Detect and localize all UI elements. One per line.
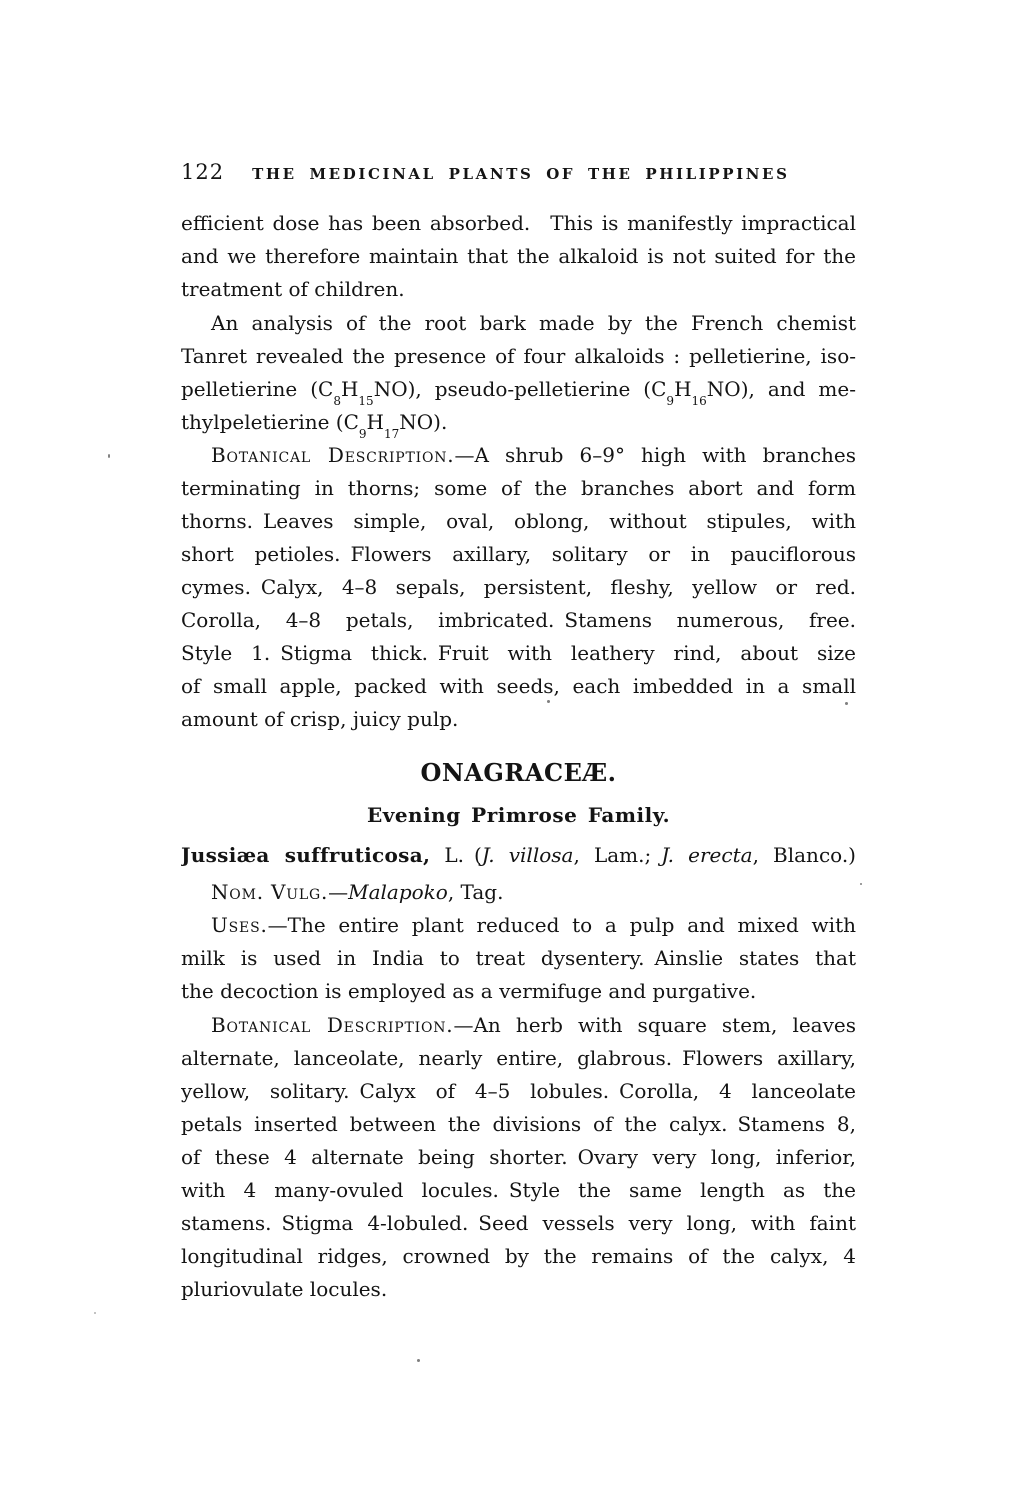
text-segment-plain: thylpeletierine (C — [181, 410, 359, 434]
text-line — [181, 1108, 856, 1141]
text-segment-plain: petals inserted between the divisions of the calyx. Stamens 8, — [181, 1112, 856, 1136]
text-segment-sub: 16 — [691, 394, 707, 406]
text-line — [181, 1240, 856, 1273]
text-segment-sub: 15 — [358, 394, 374, 406]
text-line — [181, 876, 856, 909]
text-line — [181, 637, 856, 670]
text-line — [181, 406, 856, 439]
text-line — [181, 340, 856, 373]
text-line — [181, 373, 856, 406]
text-line — [181, 1075, 856, 1108]
text-segment-plain: pelletierine (C — [181, 377, 334, 401]
family-heading: ONAGRACEÆ. — [420, 758, 617, 787]
text-line — [181, 307, 856, 340]
text-line — [181, 975, 856, 1008]
paragraph-botanical-description-herb — [181, 1009, 856, 1306]
text-line — [181, 703, 856, 736]
text-line — [181, 909, 856, 942]
species-name-line — [181, 839, 856, 872]
text-line — [181, 472, 856, 505]
text-segment-plain: , Lam.; — [573, 843, 662, 867]
text-line — [181, 1042, 856, 1075]
scan-speck — [860, 883, 862, 885]
text-segment-plain: An analysis of the root bark made by the French chemist — [211, 311, 856, 335]
text-segment-italic: Malapoko — [348, 880, 448, 904]
text-segment-plain: efficient dose has been absorbed. This is manifestly impractical — [181, 211, 856, 235]
text-segment-plain: of these 4 alternate being shorter. Ovary very long, inferior, — [181, 1145, 856, 1169]
text-segment-plain: H — [366, 410, 384, 434]
running-header — [181, 160, 856, 184]
paragraph-uses — [181, 909, 856, 1008]
text-line — [181, 604, 856, 637]
text-segment-plain: NO), and me- — [706, 377, 856, 401]
text-line — [181, 538, 856, 571]
family-subheading: Evening Primrose Family. — [366, 803, 671, 827]
text-segment-sub: 17 — [383, 427, 400, 439]
text-segment-plain: milk is used in India to treat dysentery. Ainslie states that — [181, 946, 856, 970]
text-segment-plain: longitudinal ridges, crowned by the remains of the calyx, 4 — [181, 1244, 856, 1268]
text-segment-plain: with 4 many-ovuled locules. Style the same length as the — [181, 1178, 856, 1202]
text-segment-plain: Corolla, 4–8 petals, imbricated. Stamens numerous, free. — [181, 608, 856, 632]
running-title: THE MEDICINAL PLANTS OF THE PHILIPPINES — [252, 165, 790, 183]
text-segment-smallcaps: Uses. — [211, 913, 268, 937]
text-segment-plain: terminating in thorns; some of the branches abort and form — [181, 476, 856, 500]
text-segment-italic: J. erecta — [661, 843, 753, 867]
text-segment-plain: and we therefore maintain that the alkaloid is not suited for the — [181, 244, 856, 268]
text-segment-plain: NO), pseudo-pelletierine (C — [373, 377, 667, 401]
text-segment-sub: 9 — [666, 394, 675, 406]
paragraph-dose-impractical — [181, 207, 856, 306]
text-segment-plain: H — [340, 377, 359, 401]
text-segment-plain: stamens. Stigma 4-lobuled. Seed vessels very long, with faint — [181, 1211, 856, 1235]
text-segment-plain: thorns. Leaves simple, oval, oblong, without stipules, with — [181, 509, 856, 533]
text-segment-plain: —The entire plant reduced to a pulp and mixed with — [267, 913, 856, 937]
text-line — [181, 207, 856, 240]
scan-speck — [845, 702, 848, 705]
text-segment-smallcaps: Botanical Description. — [211, 443, 455, 467]
paragraph-botanical-description-shrub — [181, 439, 856, 736]
text-line — [181, 273, 856, 306]
text-segment-plain: NO). — [399, 410, 448, 434]
text-segment-plain: pluriovulate locules. — [181, 1277, 388, 1301]
scan-speck — [417, 1359, 420, 1362]
text-segment-smallcaps: Botanical Description. — [211, 1013, 454, 1037]
text-segment-plain: —An herb with square stem, leaves — [453, 1013, 856, 1037]
text-segment-plain: , Tag. — [447, 880, 504, 904]
text-segment-plain: , Blanco.) — [752, 843, 856, 867]
scan-speck — [94, 1312, 96, 1314]
text-line — [181, 571, 856, 604]
text-segment-plain: Style 1. Stigma thick. Fruit with leathery rind, about size — [181, 641, 856, 665]
paragraph-alkaloid-analysis — [181, 307, 856, 439]
text-line — [181, 1009, 856, 1042]
text-segment-plain: treatment of children. — [181, 277, 405, 301]
text-line — [181, 1174, 856, 1207]
text-line — [181, 505, 856, 538]
scan-speck — [108, 454, 110, 458]
text-segment-plain: cymes. Calyx, 4–8 sepals, persistent, fleshy, yellow or red. — [181, 575, 856, 599]
text-segment-plain: Tanret revealed the presence of four alkaloids : pelletierine, iso- — [181, 344, 856, 368]
text-segment-plain: amount of crisp, juicy pulp. — [181, 707, 459, 731]
text-line — [181, 1273, 856, 1306]
text-segment-bold: Jussiæa suffruticosa, — [181, 843, 431, 867]
text-line — [181, 240, 856, 273]
text-segment-plain: alternate, lanceolate, nearly entire, glabrous. Flowers axillary, — [181, 1046, 856, 1070]
text-segment-sub: 9 — [358, 427, 367, 439]
text-segment-plain: the decoction is employed as a vermifuge and purgative. — [181, 979, 757, 1003]
text-segment-italic: J. villosa — [481, 843, 574, 867]
text-segment-smallcaps: Nom. Vulg. — [211, 880, 329, 904]
text-segment-sub: 8 — [333, 394, 341, 406]
text-line — [181, 942, 856, 975]
text-segment-plain: H — [674, 377, 692, 401]
text-line — [181, 839, 856, 872]
text-segment-plain: — — [328, 880, 349, 904]
text-line — [181, 439, 856, 472]
text-segment-plain: of small apple, packed with seeds, each imbedded in a small — [181, 674, 856, 698]
text-line — [181, 670, 856, 703]
scan-speck — [547, 700, 550, 703]
text-line — [181, 1141, 856, 1174]
text-segment-plain: —A shrub 6–9° high with branches — [454, 443, 856, 467]
vernacular-name-line — [181, 876, 856, 909]
text-segment-plain: short petioles. Flowers axillary, solitary or in pauciflorous — [181, 542, 856, 566]
text-segment-plain: yellow, solitary. Calyx of 4–5 lobules. Corolla, 4 lanceolate — [181, 1079, 856, 1103]
page-number: 122 — [181, 160, 225, 184]
text-segment-plain: L. ( — [430, 843, 482, 867]
text-line — [181, 1207, 856, 1240]
